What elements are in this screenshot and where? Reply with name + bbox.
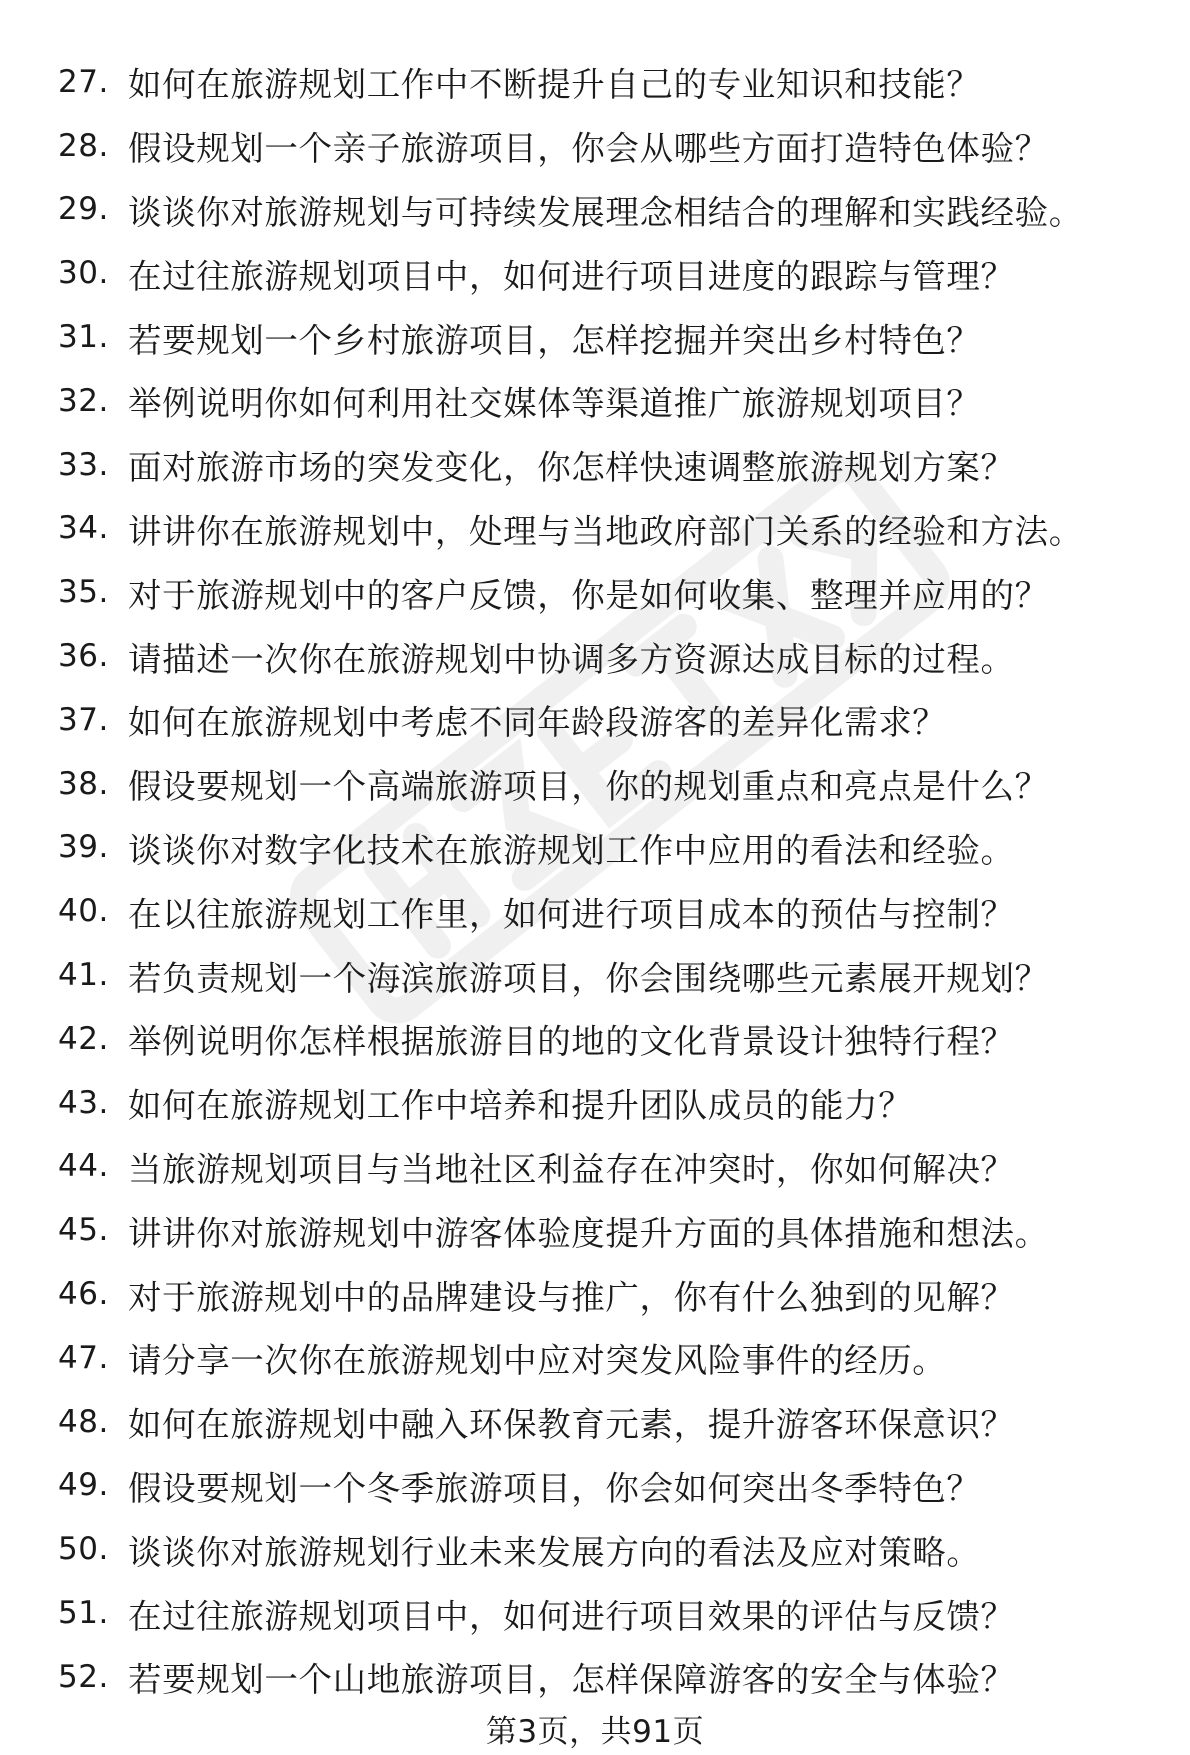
question-item [0, 497, 1190, 561]
question-text: 举例说明你如何利用社交媒体等渠道推广旅游规划项目？ [128, 384, 981, 424]
question-number: 30. [58, 255, 109, 292]
question-number: 28. [58, 127, 109, 164]
question-item [0, 752, 1190, 816]
question-item [0, 624, 1190, 688]
question-text: 讲讲你对旅游规划中游客体验度提升方面的具体措施和想法。 [128, 1213, 1049, 1253]
question-item [0, 1454, 1190, 1518]
question-item [0, 1198, 1190, 1262]
question-item [0, 1071, 1190, 1135]
question-text: 讲讲你在旅游规划中，处理与当地政府部门关系的经验和方法。 [128, 511, 1083, 551]
question-item [0, 433, 1190, 497]
question-text: 如何在旅游规划中融入环保教育元素，提升游客环保意识？ [128, 1405, 1015, 1445]
question-text: 对于旅游规划中的客户反馈，你是如何收集、整理并应用的？ [128, 575, 1049, 615]
question-number: 51. [58, 1595, 109, 1632]
page-number-footer: 第3页，共91页 [485, 1714, 705, 1750]
question-item [0, 50, 1190, 114]
question-item [0, 1517, 1190, 1581]
question-text: 谈谈你对旅游规划与可持续发展理念相结合的理解和实践经验。 [128, 192, 1083, 232]
question-text: 若要规划一个山地旅游项目，怎样保障游客的安全与体验？ [128, 1660, 1015, 1700]
question-text: 在过往旅游规划项目中，如何进行项目效果的评估与反馈？ [128, 1596, 1015, 1636]
question-item [0, 816, 1190, 880]
question-number: 49. [58, 1467, 109, 1504]
question-number: 42. [58, 1020, 109, 1057]
question-number: 38. [58, 765, 109, 802]
question-number: 45. [58, 1212, 109, 1249]
question-number: 48. [58, 1403, 109, 1440]
question-item [0, 943, 1190, 1007]
question-text: 若负责规划一个海滨旅游项目，你会围绕哪些元素展开规划？ [128, 958, 1049, 998]
question-number: 36. [58, 638, 109, 675]
question-number: 29. [58, 191, 109, 228]
question-list [0, 50, 1190, 1709]
question-number: 34. [58, 510, 109, 547]
question-item [0, 1645, 1190, 1709]
question-text: 请描述一次你在旅游规划中协调多方资源达成目标的过程。 [128, 639, 1015, 679]
question-number: 31. [58, 319, 109, 356]
question-text: 如何在旅游规划中考虑不同年龄段游客的差异化需求？ [128, 703, 947, 743]
question-text: 如何在旅游规划工作中不断提升自己的专业知识和技能？ [128, 65, 981, 105]
question-text: 请分享一次你在旅游规划中应对突发风险事件的经历。 [128, 1341, 947, 1381]
question-text: 假设要规划一个高端旅游项目，你的规划重点和亮点是什么？ [128, 767, 1049, 807]
question-item [0, 178, 1190, 242]
question-number: 27. [58, 63, 109, 100]
question-text: 在以往旅游规划工作里，如何进行项目成本的预估与控制？ [128, 894, 1015, 934]
question-item [0, 1326, 1190, 1390]
question-text: 当旅游规划项目与当地社区利益存在冲突时，你如何解决？ [128, 1149, 1015, 1189]
question-item [0, 1007, 1190, 1071]
question-text: 假设规划一个亲子旅游项目，你会从哪些方面打造特色体验？ [128, 129, 1049, 169]
question-text: 若要规划一个乡村旅游项目，怎样挖掘并突出乡村特色？ [128, 320, 981, 360]
question-number: 52. [58, 1658, 109, 1695]
question-number: 40. [58, 893, 109, 930]
question-number: 50. [58, 1531, 109, 1568]
question-item [0, 1390, 1190, 1454]
question-number: 33. [58, 446, 109, 483]
question-item [0, 1262, 1190, 1326]
question-item [0, 1581, 1190, 1645]
question-number: 46. [58, 1276, 109, 1313]
question-text: 对于旅游规划中的品牌建设与推广，你有什么独到的见解？ [128, 1277, 1015, 1317]
question-number: 32. [58, 382, 109, 419]
question-number: 47. [58, 1339, 109, 1376]
question-number: 44. [58, 1148, 109, 1185]
question-text: 在过往旅游规划项目中，如何进行项目进度的跟踪与管理？ [128, 256, 1015, 296]
question-item [0, 305, 1190, 369]
question-item [0, 688, 1190, 752]
question-text: 面对旅游市场的突发变化，你怎样快速调整旅游规划方案？ [128, 448, 1015, 488]
question-item [0, 114, 1190, 178]
question-item [0, 1135, 1190, 1199]
question-number: 43. [58, 1084, 109, 1121]
question-item [0, 241, 1190, 305]
question-text: 谈谈你对旅游规划行业未来发展方向的看法及应对策略。 [128, 1532, 981, 1572]
question-text: 如何在旅游规划工作中培养和提升团队成员的能力？ [128, 1086, 913, 1126]
question-text: 举例说明你怎样根据旅游目的地的文化背景设计独特行程？ [128, 1022, 1015, 1062]
question-item [0, 369, 1190, 433]
question-number: 41. [58, 957, 109, 994]
question-item [0, 560, 1190, 624]
question-number: 35. [58, 574, 109, 611]
question-number: 37. [58, 701, 109, 738]
question-text: 假设要规划一个冬季旅游项目，你会如何突出冬季特色？ [128, 1468, 981, 1508]
question-number: 39. [58, 829, 109, 866]
question-text: 谈谈你对数字化技术在旅游规划工作中应用的看法和经验。 [128, 830, 1015, 870]
question-item [0, 879, 1190, 943]
